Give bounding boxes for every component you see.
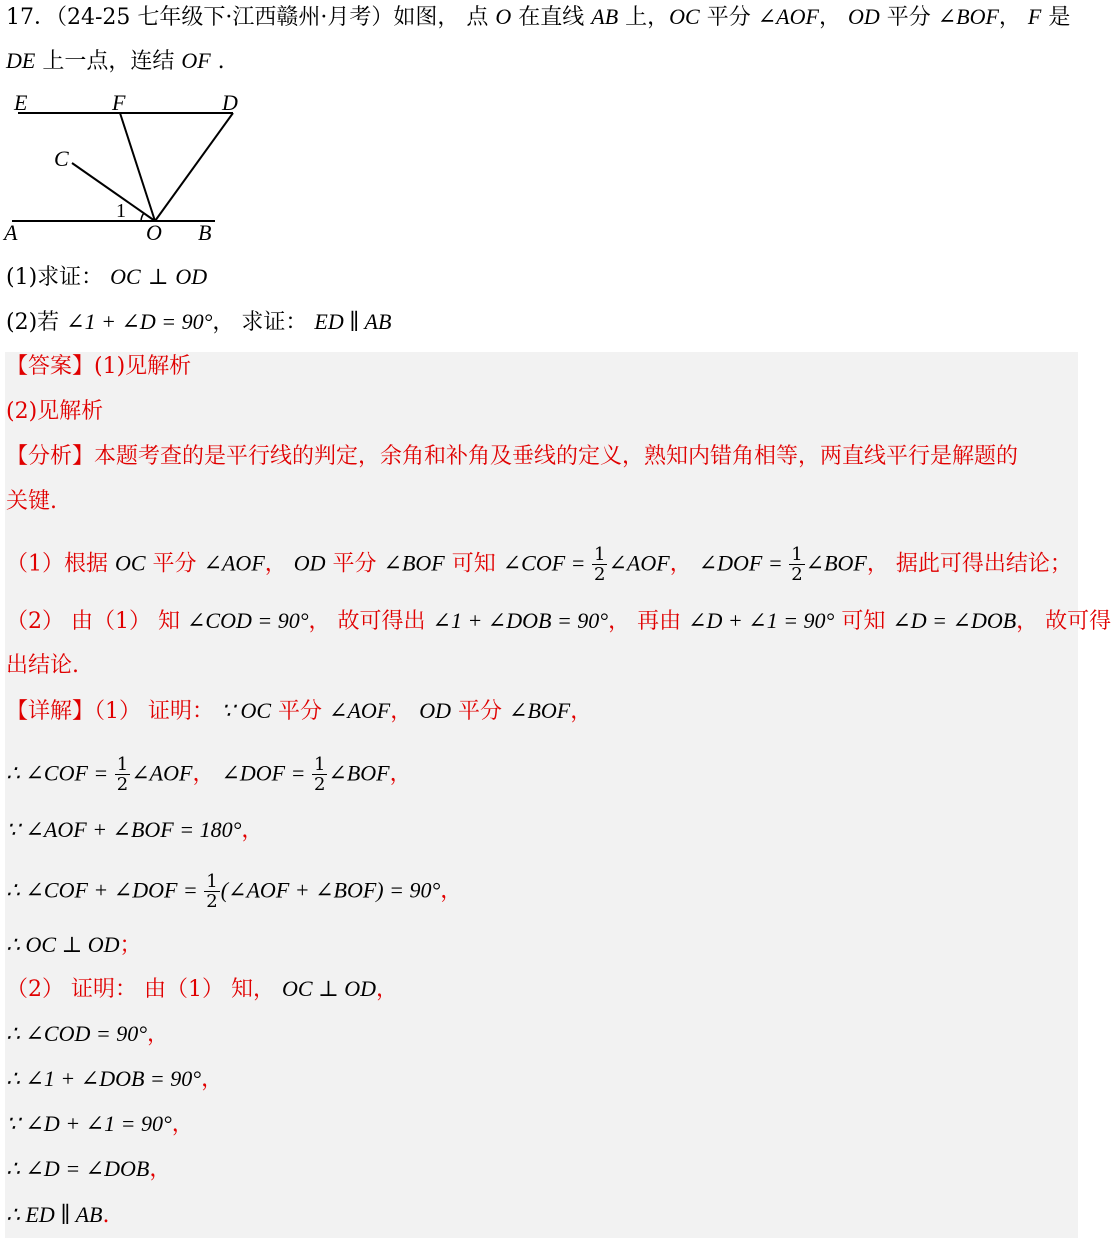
problem-line-1 [6, 2, 1070, 33]
detail-line-6 [6, 974, 398, 1005]
label-C: C [54, 146, 69, 171]
text-run: 上， [618, 5, 670, 30]
answer-text: ， [149, 1157, 172, 1182]
math-expression: ∠1 + ∠DOB = 90° [432, 608, 609, 633]
text-run: (1)求证： [6, 265, 111, 290]
answer-text: ， [241, 818, 264, 843]
math-expression: ∴ ∠1 + ∠DOB = 90° [6, 1066, 202, 1091]
analysis-step-1 [6, 545, 1072, 584]
answer-text: 平分 [145, 551, 204, 577]
math-expression: ∠AOF [203, 550, 265, 576]
detail-line-10 [6, 1154, 171, 1185]
problem-line-2 [6, 46, 225, 77]
math-expression: OD [847, 4, 880, 29]
text-run: 平分 [879, 5, 938, 30]
fraction: $\frac{1}{2}$ [116, 754, 129, 795]
text-run: . [210, 49, 225, 74]
answer-text: ， 再由 [608, 609, 689, 634]
math-expression: OD [175, 264, 208, 289]
fraction: $\frac{1}{2}$ [791, 544, 803, 585]
math-expression: ∵ ∠D + ∠1 = 90° [6, 1111, 172, 1136]
answer-text: ， [440, 878, 463, 904]
math-expression: ∠1 + ∠D = 90° [66, 309, 213, 334]
answer-text: ， [171, 1112, 194, 1137]
answer-text: ， [376, 977, 399, 1002]
math-expression: ∠BOF [328, 760, 390, 786]
answer-text: 可知 [444, 551, 503, 577]
label-B: B [198, 220, 212, 245]
fraction: $\frac{1}{2}$ [594, 544, 606, 585]
math-expression: ∠D + ∠1 = 90° [688, 608, 835, 633]
math-expression: ∠AOF [329, 698, 391, 723]
math-expression: ∠BOF [937, 4, 999, 29]
answer-text: ， 故可得出 [308, 609, 433, 634]
text-run: ⊥ [140, 265, 176, 290]
math-expression: ∠DOF = [221, 760, 311, 786]
math-expression: ∠AOF [608, 550, 670, 576]
detail-line-7 [6, 1019, 169, 1050]
math-expression: AB [591, 4, 619, 29]
detail-line-1 [6, 696, 592, 727]
math-expression: OC ⊥ OD [281, 976, 376, 1001]
math-expression: OC [115, 550, 146, 576]
text-run: 是 [1041, 5, 1071, 30]
detail-line-9 [6, 1109, 194, 1140]
math-expression: ED ∥ AB [314, 309, 392, 334]
math-expression: ∠AOF [757, 4, 819, 29]
answer-text: . [102, 1203, 110, 1228]
answer-text: ， [264, 551, 294, 577]
answer-text: ， [669, 551, 699, 577]
label-E: E [14, 90, 28, 115]
answer-text: ， [570, 699, 593, 724]
math-expression: DE [6, 48, 36, 73]
math-expression: ∠BOF [805, 550, 867, 576]
math-expression: OC [110, 264, 141, 289]
math-expression: ∠BOF [509, 698, 571, 723]
answer-text: ， [389, 761, 412, 787]
text-run: 在直线 [511, 5, 592, 30]
math-expression: ∵ OC [220, 698, 272, 723]
math-expression: ∠COF = [502, 550, 592, 576]
answer-text: （2） 由（1） 知 [6, 609, 187, 634]
answer-text: （1）根据 [6, 551, 115, 577]
fraction: $\frac{1}{2}$ [206, 871, 218, 912]
answer-text: ； [119, 933, 142, 958]
answer-text: 【分析】本题考查的是平行线的判定，余角和补角及垂线的定义，熟知内错角相等，两直线平行是解题的 [6, 444, 1019, 469]
answer-text: 【详解】（1） 证明： [6, 699, 221, 724]
math-expression: ∴ ∠D = ∠DOB [6, 1156, 150, 1181]
text-run: ， 求证： [212, 310, 315, 335]
answer-text: 出结论. [6, 653, 79, 678]
text-run: (2)若 [6, 310, 67, 335]
math-expression: ∠BOF [383, 550, 445, 576]
fraction: $\frac{1}{2}$ [313, 754, 326, 795]
math-expression: ∵ ∠AOF + ∠BOF = 180° [6, 817, 242, 842]
answer-line-2 [6, 397, 103, 427]
label-O: O [146, 220, 162, 245]
math-expression: ∴ ED ∥ AB [6, 1202, 103, 1227]
text-run: 17．（24-25 七年级下·江西赣州·月考）如图， 点 [6, 5, 496, 30]
answer-text: 平分 [451, 699, 510, 724]
math-expression: OD [293, 550, 326, 576]
angle-1-arc [141, 213, 144, 221]
math-expression: ∠D = ∠DOB [892, 608, 1017, 633]
detail-line-5 [6, 930, 142, 961]
answer-text: （2） 证明： 由（1） 知， [6, 977, 282, 1002]
answer-panel [5, 352, 1078, 1238]
answer-text: ， [192, 761, 222, 787]
answer-text: ， [201, 1067, 224, 1092]
math-expression: OD [419, 698, 452, 723]
analysis-step-2a [6, 606, 1111, 637]
answer-text: 关键. [6, 489, 57, 514]
answer-line-1 [6, 352, 191, 382]
detail-line-11 [6, 1200, 109, 1231]
math-expression: OC [669, 4, 700, 29]
detail-line-3 [6, 815, 263, 846]
answer-text: 可知 [834, 609, 893, 634]
answer-text: ， 故可得 [1016, 609, 1111, 634]
label-A: A [4, 220, 18, 245]
answer-text: 【答案】(1)见解析 [6, 354, 192, 379]
label-D: D [222, 90, 238, 115]
detail-line-8 [6, 1064, 223, 1095]
math-expression: ∴ ∠COD = 90° [6, 1021, 148, 1046]
math-expression: ∠DOF = [698, 550, 789, 576]
math-expression: ∴ OC ⊥ OD [6, 932, 120, 957]
answer-text: ， [147, 1022, 170, 1047]
question-1 [6, 262, 207, 293]
answer-text: (2)见解析 [6, 399, 104, 424]
math-expression: ∴ ∠COF + ∠DOF = [6, 877, 204, 903]
answer-text: 平分 [271, 699, 330, 724]
math-expression: OF [181, 48, 211, 73]
answer-text: ， 据此可得出结论； [866, 551, 1072, 577]
label-1: 1 [116, 200, 126, 222]
line-OD [155, 113, 233, 221]
text-run: 上一点，连结 [35, 49, 182, 74]
answer-text: ， [390, 699, 420, 724]
text-run: ， [998, 5, 1028, 30]
text-run: 平分 [699, 5, 758, 30]
detail-line-2 [6, 755, 412, 794]
detail-line-4 [6, 872, 462, 911]
line-OC [72, 163, 155, 221]
analysis-line-2 [6, 487, 57, 517]
geometry-figure [0, 88, 260, 248]
text-run: ， [818, 5, 848, 30]
math-expression: O [495, 4, 512, 29]
label-F: F [112, 90, 126, 115]
answer-text: 平分 [325, 551, 384, 577]
analysis-line-1 [6, 442, 1018, 472]
analysis-step-2b [6, 651, 79, 681]
math-expression: ∠AOF [131, 760, 193, 786]
math-expression: (∠AOF + ∠BOF) = 90° [220, 877, 441, 903]
math-expression: ∴ ∠COF = [6, 760, 114, 786]
question-2 [6, 307, 391, 338]
math-expression: F [1027, 4, 1042, 29]
math-expression: ∠COD = 90° [186, 608, 309, 633]
